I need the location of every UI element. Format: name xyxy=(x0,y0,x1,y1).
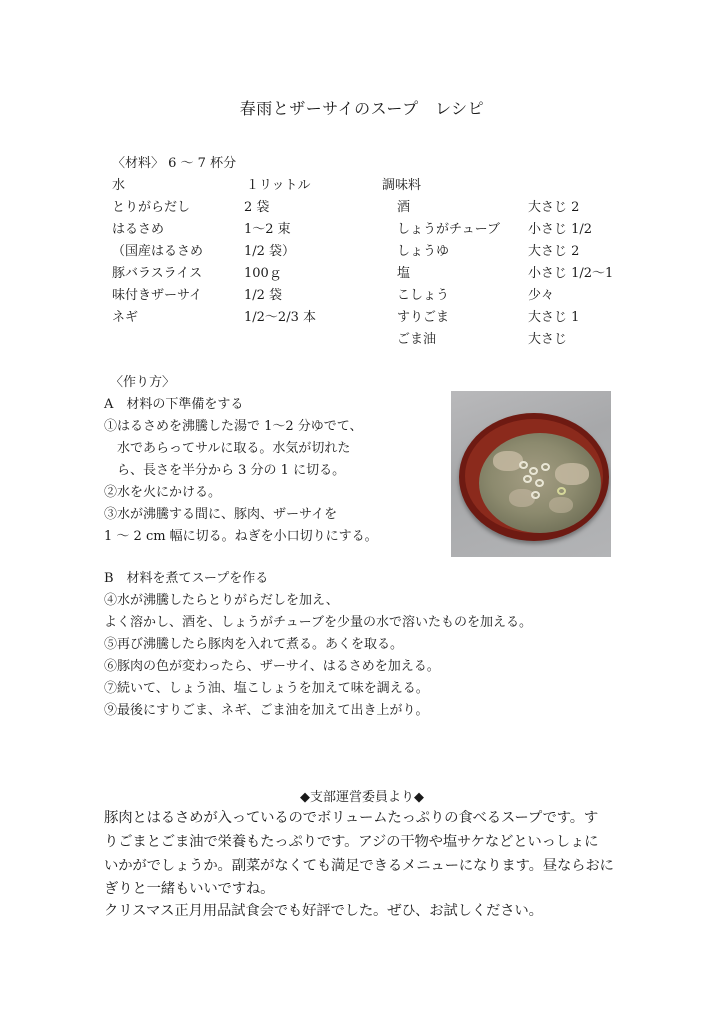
step-line: ①はるさめを沸騰した湯で 1～2 分ゆでて、 xyxy=(104,419,363,434)
step-line: ③水が沸騰する間に、豚肉、ザーサイを xyxy=(104,507,338,522)
soup-surface xyxy=(479,433,601,533)
method-heading: 〈作り方〉 xyxy=(110,375,176,390)
seasoning-qty: 大さじ 2 xyxy=(528,200,580,215)
note-line: ぎりと一緒もいいですね。 xyxy=(104,881,275,897)
seasoning-name: ごま油 xyxy=(397,332,437,347)
seasoning-name: しょうゆ xyxy=(397,244,450,259)
seasoning-qty: 少々 xyxy=(528,288,555,303)
ingredient-name: とりがらだし xyxy=(112,200,191,215)
step-line: よく溶かし、酒を、しょうがチューブを少量の水で溶いたものを加える。 xyxy=(104,615,532,630)
pork-slice xyxy=(549,497,573,513)
step-line: 1 ～ 2 cm 幅に切る。ねぎを小口切りにする。 xyxy=(104,529,378,544)
seasoning-name: こしょう xyxy=(397,288,450,303)
step-line: 水であらってサルに取る。水気が切れた xyxy=(104,441,351,456)
committee-note-heading: ◆支部運営委員より◆ xyxy=(300,790,424,805)
bowl-icon xyxy=(459,413,609,541)
ingredient-qty: 1/2 袋 xyxy=(244,288,283,303)
seasoning-name: しょうがチューブ xyxy=(397,222,500,237)
seasonings-heading: 調味料 xyxy=(382,178,422,193)
seasoning-name: 酒 xyxy=(397,200,411,215)
scallion-ring xyxy=(541,463,550,471)
pork-slice xyxy=(493,451,523,471)
note-line: りごまとごま油で栄養もたっぷりです。アジの干物や塩サケなどといっしょに xyxy=(104,834,599,850)
ingredient-qty: １リットル xyxy=(246,178,311,193)
note-line: クリスマス正月用品試食会でも好評でした。ぜひ、お試しください。 xyxy=(104,903,543,919)
section-b-label: B 材料を煮てスープを作る xyxy=(104,571,269,586)
pork-slice xyxy=(555,463,589,485)
seasoning-qty: 大さじ 1 xyxy=(528,310,580,325)
step-line: ⑨最後にすりごま、ネギ、ごま油を加えて出き上がり。 xyxy=(104,703,429,718)
scallion-ring xyxy=(557,487,566,495)
ingredient-qty: 2 袋 xyxy=(244,200,270,215)
ingredient-name: はるさめ xyxy=(112,222,165,237)
note-line: いかがでしょうか。副菜がなくても満足できるメニューになります。昼ならおに xyxy=(104,858,614,874)
ingredient-name: ネギ xyxy=(112,310,139,325)
scallion-ring xyxy=(535,479,544,487)
ingredient-name: 味付きザーサイ xyxy=(112,288,203,303)
ingredient-name: （国産はるさめ xyxy=(112,244,204,259)
seasoning-qty: 大さじ xyxy=(528,332,568,347)
step-line: ④水が沸騰したらとりがらだしを加え、 xyxy=(104,593,339,608)
step-line: ⑥豚肉の色が変わったら、ザーサイ、はるさめを加える。 xyxy=(104,659,440,674)
step-line: ②水を火にかける。 xyxy=(104,485,222,500)
bowl-rim xyxy=(465,419,603,533)
ingredient-name: 豚バラスライス xyxy=(112,266,203,281)
section-a-label: A 材料の下準備をする xyxy=(104,397,244,412)
soup-photo xyxy=(451,391,611,557)
ingredient-name: 水 xyxy=(112,178,126,193)
step-line: ら、長さを半分から 3 分の 1 に切る。 xyxy=(104,463,346,478)
scallion-ring xyxy=(523,475,532,483)
scallion-ring xyxy=(531,491,540,499)
scallion-ring xyxy=(529,467,538,475)
seasoning-qty: 小さじ 1/2～1 xyxy=(528,266,614,281)
step-line: ⑦続いて、しょう油、塩こしょうを加えて味を調える。 xyxy=(104,681,429,696)
note-line: 豚肉とはるさめが入っているのでボリュームたっぷりの食べるスープです。す xyxy=(104,810,599,826)
ingredient-qty: 100ｇ xyxy=(244,266,282,281)
seasoning-qty: 大さじ 2 xyxy=(528,244,580,259)
seasoning-name: 塩 xyxy=(397,266,411,281)
ingredient-qty: 1～2 束 xyxy=(244,222,291,237)
step-line: ⑤再び沸騰したら豚肉を入れて煮る。あくを取る。 xyxy=(104,637,404,652)
page-title: 春雨とザーサイのスープ レシピ xyxy=(239,99,485,118)
ingredient-qty: 1/2～2/3 本 xyxy=(244,310,316,325)
ingredient-qty: 1/2 袋） xyxy=(244,244,296,259)
ingredients-heading: 〈材料〉 6 ～ 7 杯分 xyxy=(112,156,237,171)
scallion-ring xyxy=(519,461,528,469)
seasoning-name: すりごま xyxy=(397,310,450,325)
seasoning-qty: 小さじ 1/2 xyxy=(528,222,593,237)
